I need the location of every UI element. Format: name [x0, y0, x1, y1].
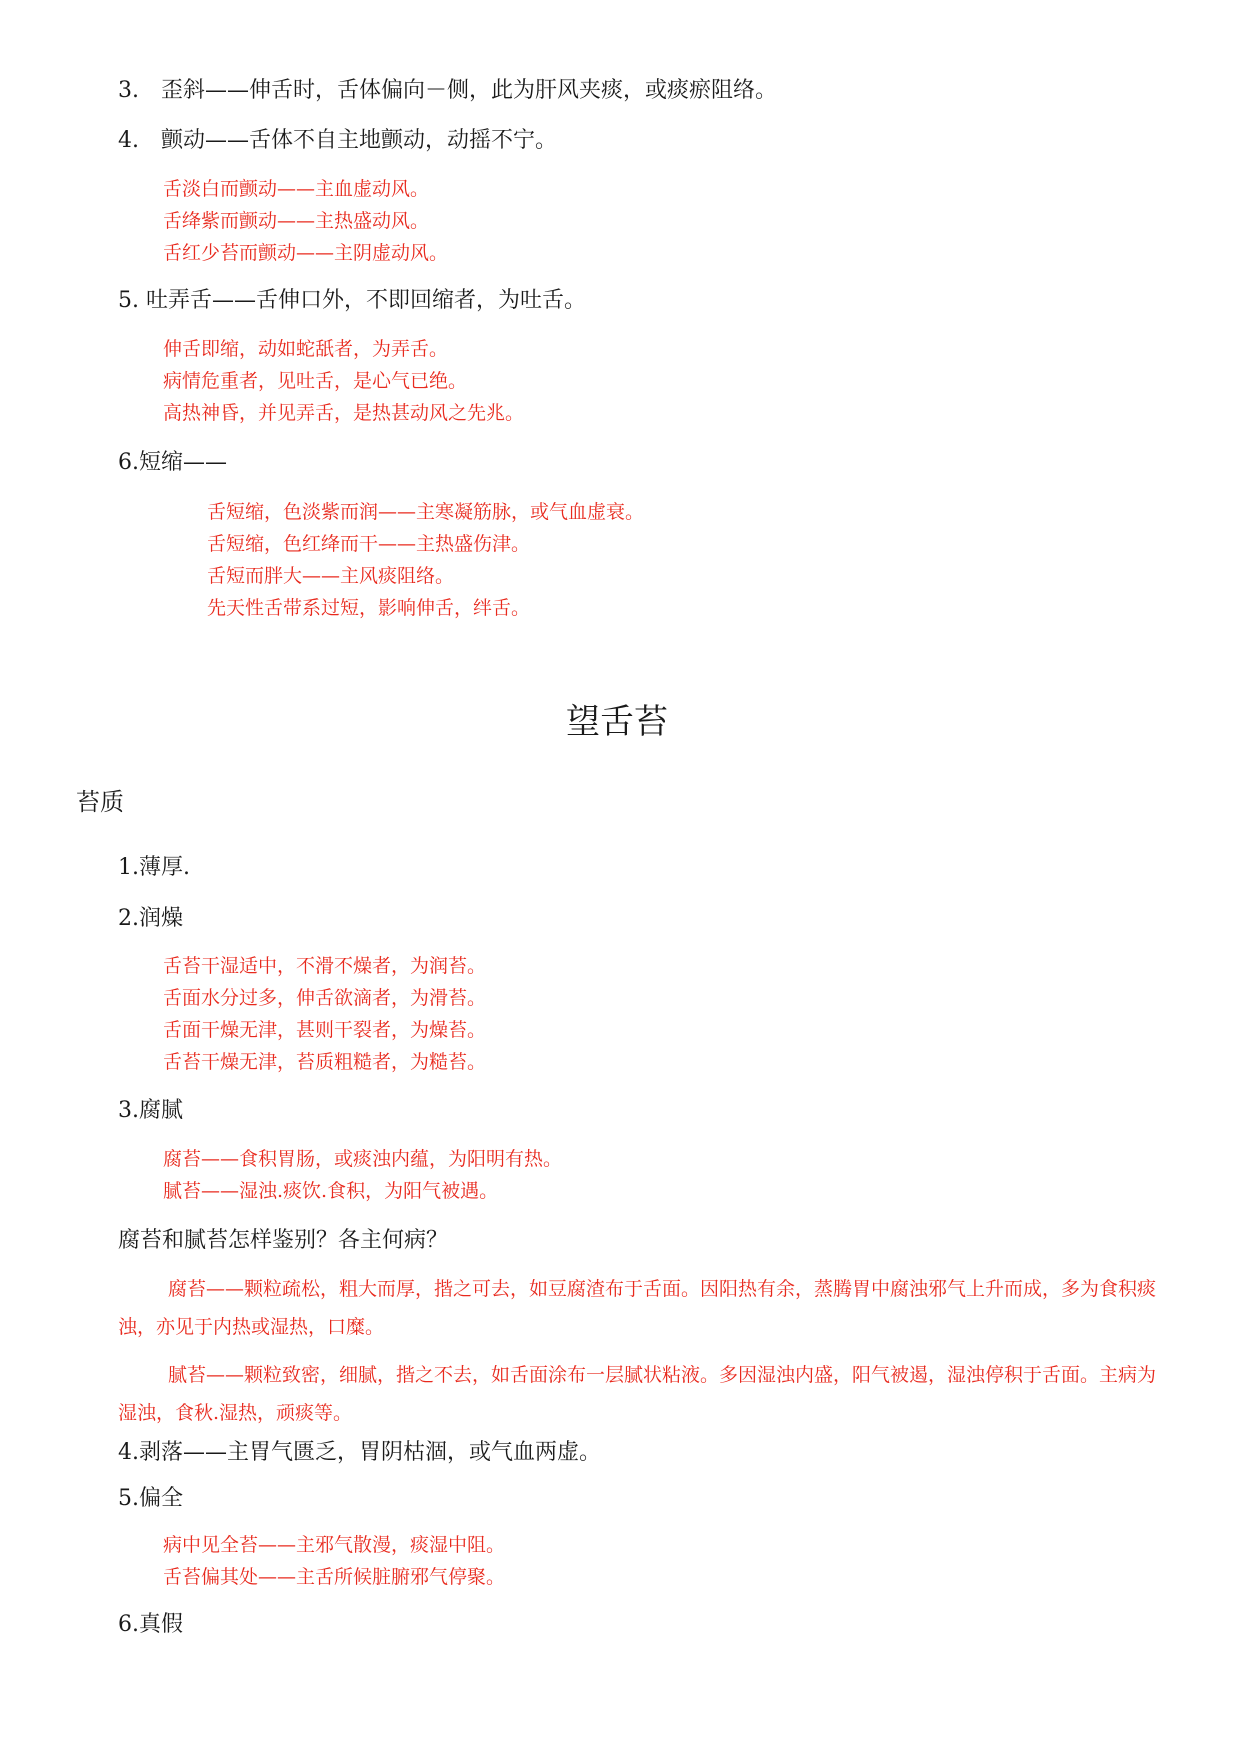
coating-item-2-note: 舌面干燥无津，甚则干裂者，为燥苔。: [163, 1019, 487, 1041]
coating-item-5-note: 舌苔偏其处——主舌所候脏腑邪气停聚。: [163, 1566, 506, 1588]
section-heading: 苔质: [76, 788, 124, 816]
answer-paragraph-greasy: 腻苔——颗粒致密，细腻，揩之不去，如舌面涂布一层腻状粘液。多因湿浊内盛，阳气被遏，湿浊停积于舌面。主病为湿浊，食秋.湿热，顽痰等。: [118, 1364, 1157, 1424]
coating-item-5: 5.偏全: [118, 1486, 183, 1511]
item-4-note: 舌红少苔而颤动——主阴虚动风。: [163, 242, 449, 264]
item-3-deviation: 3. 歪斜——伸舌时，舌体偏向－侧，此为肝风夹痰，或痰瘀阻络。: [118, 78, 777, 103]
coating-item-3: 3.腐腻: [118, 1098, 183, 1123]
coating-item-1: 1.薄厚.: [118, 855, 190, 880]
item-5-note: 高热神昏，并见弄舌，是热甚动风之先兆。: [163, 402, 525, 424]
item-6-note: 舌短而胖大——主风痰阻络。: [207, 565, 455, 587]
item-5-note: 病情危重者，见吐舌，是心气已绝。: [163, 370, 468, 392]
item-5-note: 伸舌即缩，动如蛇舐者，为弄舌。: [163, 338, 449, 360]
item-4-note: 舌淡白而颤动——主血虚动风。: [163, 178, 430, 200]
item-5-protruding: 5. 吐弄舌——舌伸口外，不即回缩者，为吐舌。: [118, 288, 586, 313]
question-text: 腐苔和腻苔怎样鉴别？各主何病？: [118, 1228, 449, 1253]
coating-item-4: 4.剥落——主胃气匮乏，胃阴枯涸，或气血两虚。: [118, 1440, 601, 1465]
item-4-tremor: 4. 颤动——舌体不自主地颤动，动摇不宁。: [118, 128, 557, 153]
item-6-note: 舌短缩，色红绛而干——主热盛伤津。: [207, 533, 531, 555]
coating-item-3-note: 腻苔——湿浊.痰饮.食积，为阳气被遇。: [163, 1180, 499, 1202]
page-title: 望舌苔: [566, 702, 668, 742]
item-4-note: 舌绛紫而颤动——主热盛动风。: [163, 210, 430, 232]
coating-item-2-note: 舌苔干燥无津，苔质粗糙者，为糙苔。: [163, 1051, 487, 1073]
item-6-note: 先天性舌带系过短，影响伸舌，绊舌。: [207, 597, 531, 619]
coating-item-2: 2.润燥: [118, 906, 183, 931]
item-6-shortening: 6.短缩——: [118, 450, 227, 475]
coating-item-2-note: 舌苔干湿适中，不滑不燥者，为润苔。: [163, 955, 487, 977]
item-6-note: 舌短缩，色淡紫而润——主寒凝筋脉，或气血虚衰。: [207, 501, 645, 523]
coating-item-6: 6.真假: [118, 1612, 183, 1637]
coating-item-2-note: 舌面水分过多，伸舌欲滴者，为滑苔。: [163, 987, 487, 1009]
coating-item-5-note: 病中见全苔——主邪气散漫，痰湿中阻。: [163, 1534, 506, 1556]
answer-paragraph-rotten: 腐苔——颗粒疏松，粗大而厚，揩之可去，如豆腐渣布于舌面。因阳热有余，蒸腾胃中腐浊邪气上升而成，多为食积痰浊，亦见于内热或湿热，口糜。: [118, 1278, 1157, 1338]
coating-item-3-note: 腐苔——食积胃肠，或痰浊内蕴，为阳明有热。: [163, 1148, 563, 1170]
